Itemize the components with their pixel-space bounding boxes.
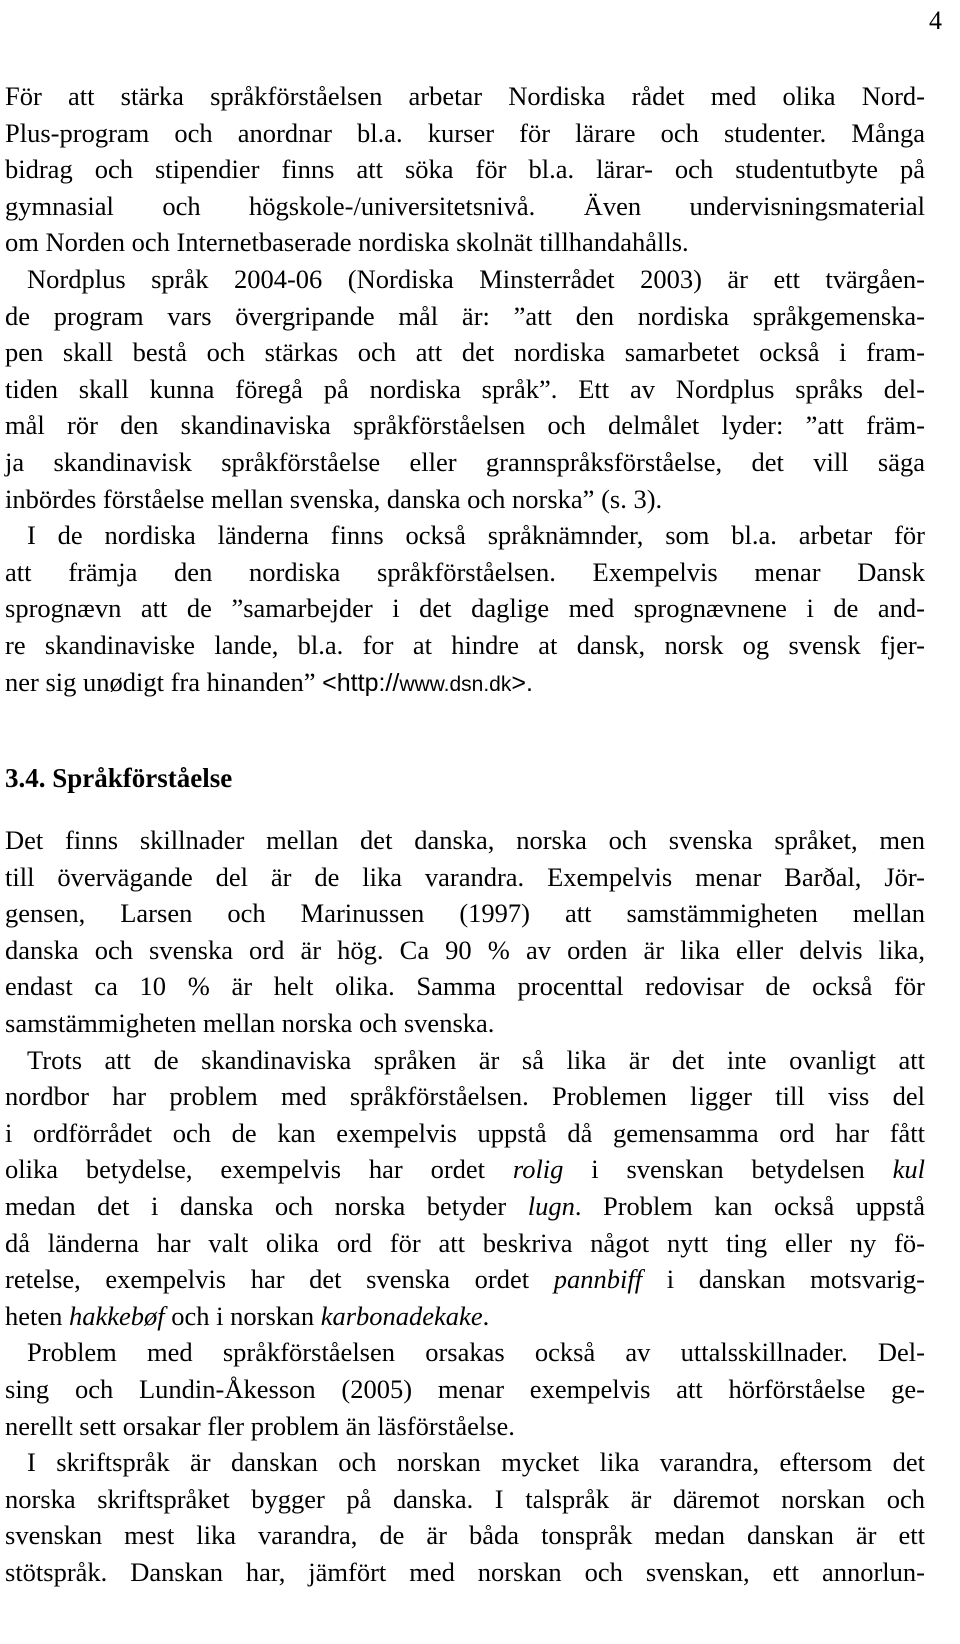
text-line: tiden skall kunna föregå på nordiska språk”. Ett av Nordplus språks del- — [5, 373, 925, 404]
paragraph-language-boards — [5, 517, 925, 700]
text-segment: retelse, exempelvis har det svenska ordet — [5, 1264, 554, 1295]
text-line: Nordplus språk 2004-06 (Nordiska Minsterrådet 2003) är ett tvärgåen- — [27, 263, 925, 294]
text-segment: ner sig unødigt fra hinanden” — [5, 666, 323, 697]
text-line — [5, 1151, 925, 1188]
paragraph-nordic-council — [5, 78, 925, 261]
italic-word: kul — [892, 1154, 925, 1185]
paragraph-written-spoken — [5, 1444, 925, 1590]
paragraph-pronunciation — [5, 1334, 925, 1444]
text-line: bidrag och stipendier finns att söka för bl.a. lärar- och studentutbyte på — [5, 154, 925, 185]
section-heading: 3.4. Språkförståelse — [5, 763, 233, 794]
text-line: nordbor har problem med språkförståelsen. Problemen ligger till viss del — [5, 1081, 925, 1112]
text-line: danska och svenska ord är hög. Ca 90 % av orden är lika eller delvis lika, — [5, 934, 925, 965]
paragraph-differences — [5, 822, 925, 1042]
text-segment: heten — [5, 1300, 70, 1331]
text-segment: olika betydelse, exempelvis har ordet — [5, 1154, 513, 1185]
text-line: ja skandinavisk språkförståelse eller grannspråksförståelse, det vill säga — [5, 446, 925, 477]
text-line: sing och Lundin-Åkesson (2005) menar exempelvis att hörförståelse ge- — [5, 1374, 925, 1404]
text-line: gensen, Larsen och Marinussen (1997) att samstämmigheten mellan — [5, 898, 925, 929]
paragraph-vocabulary-problems — [5, 1042, 925, 1335]
text-line: gymnasial och högskole-/universitetsnivå. Även undervisningsmaterial — [5, 190, 925, 221]
text-line: endast ca 10 % är helt olika. Samma procenttal redovisar de också för — [5, 971, 925, 1002]
text-line: till övervägande del är de lika varandra. Exempelvis menar Barðal, Jör- — [5, 861, 925, 892]
text-line — [5, 664, 925, 701]
text-line: samstämmigheten mellan norska och svenska. — [5, 1008, 495, 1039]
text-line — [5, 1298, 925, 1335]
paragraph-nordplus — [5, 261, 925, 517]
document-body — [5, 78, 925, 1591]
text-line: pen skall bestå och stärkas och att det nordiska samarbetet också i fram- — [5, 337, 925, 368]
page-number: 4 — [929, 6, 942, 35]
text-segment: i svenskan betydelsen — [563, 1154, 893, 1185]
text-line: För att stärka språkförståelsen arbetar Nordiska rådet med olika Nord- — [5, 81, 925, 111]
text-line: mål rör den skandinaviska språkförståelsen och delmålet lyder: ”att främ- — [5, 410, 925, 441]
text-line: I skriftspråk är danskan och norskan mycket lika varandra, eftersom det — [27, 1447, 925, 1478]
url-link[interactable]: www.dsn.dk — [399, 672, 512, 696]
text-segment: . — [482, 1300, 490, 1331]
text-line: i ordförrådet och de kan exempelvis uppstå då gemensamma ord har fått — [5, 1117, 925, 1148]
text-line: Plus-program och anordnar bl.a. kurser för lärare och studenter. Många — [5, 117, 925, 148]
text-line: inbördes förståelse mellan svenska, danska och norska” (s. 3). — [5, 483, 663, 514]
text-segment: i danskan motsvarig- — [642, 1264, 925, 1295]
text-segment: och i norskan — [164, 1300, 321, 1331]
italic-word: hakkebøf — [69, 1300, 165, 1331]
text-line — [5, 1188, 925, 1225]
url-bracket: >. — [511, 668, 533, 697]
text-line: då länderna har valt olika ord för att beskriva något nytt ting eller ny fö- — [5, 1227, 925, 1258]
text-line: de program vars övergripande mål är: ”att den nordiska språkgemenska- — [5, 300, 925, 331]
text-line — [5, 1261, 925, 1298]
text-line: norska skriftspråket bygger på danska. I talspråk är däremot norskan och — [5, 1483, 925, 1514]
text-line: re skandinaviske lande, bl.a. for at hindre at dansk, norsk og svensk fjer- — [5, 629, 925, 660]
text-line: Trots att de skandinaviska språken är så lika är det inte ovanligt att — [27, 1044, 925, 1075]
text-line: stötspråk. Danskan har, jämfört med norskan och svenskan, ett annorlun- — [5, 1556, 925, 1587]
italic-word: karbonadekake — [320, 1300, 483, 1331]
text-line: Problem med språkförståelsen orsakas också av uttalsskillnader. Del- — [27, 1337, 925, 1368]
italic-word: pannbiff — [553, 1264, 643, 1295]
text-segment: . Problem kan också uppstå — [574, 1191, 925, 1222]
text-line: svenskan mest lika varandra, de är båda tonspråk medan danskan är ett — [5, 1520, 925, 1551]
text-line: sprognævn att de ”samarbejder i det daglige med sprognævnene i de and- — [5, 593, 925, 624]
italic-word: lugn — [527, 1191, 575, 1222]
text-line: nerellt sett orsakar fler problem än läsförståelse. — [5, 1410, 515, 1441]
italic-word: rolig — [512, 1154, 564, 1185]
text-segment: medan det i danska och norska betyder — [5, 1191, 528, 1222]
text-line: Det finns skillnader mellan det danska, norska och svenska språket, men — [5, 825, 925, 856]
text-line: I de nordiska länderna finns också språknämnder, som bl.a. arbetar för — [27, 520, 925, 551]
text-line: om Norden och Internetbaserade nordiska skolnät tillhandahålls. — [5, 227, 689, 258]
text-line: att främja den nordiska språkförståelsen. Exempelvis menar Dansk — [5, 556, 925, 587]
url-bracket: <http:// — [322, 668, 400, 697]
